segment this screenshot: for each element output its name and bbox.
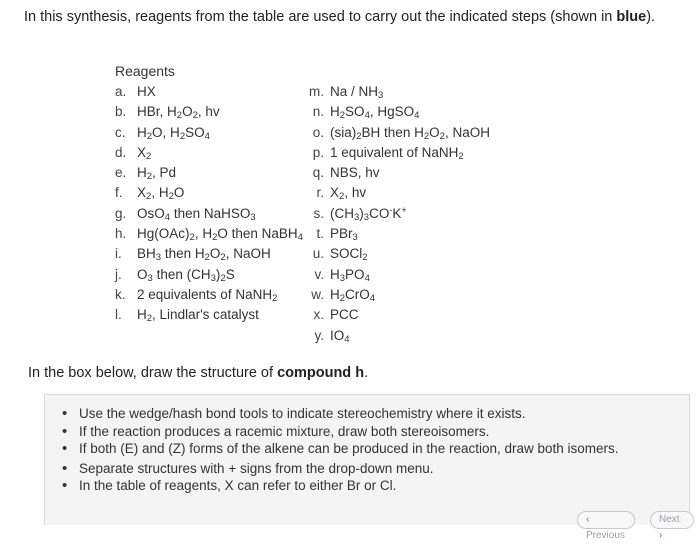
reagent-text: $H_2$, Lindlar's catalyst (137, 307, 259, 325)
reagent-left-11 (115, 305, 303, 325)
reagent-text: OsO$_4$ then NaHSO$_3$ (137, 205, 256, 223)
reagent-right-8 (300, 244, 490, 264)
instruction-item: • In the table of reagents, X can refer to either Br or Cl. (79, 477, 689, 495)
reagent-text: $Hg(OAc)_2$, $H_2O$ then NaBH$_4$ (137, 226, 303, 244)
reagent-right-12 (300, 326, 490, 346)
reagent-text: $H_2O$, $H_2SO_4$ (137, 124, 210, 142)
reagent-text: SOCl$_2$ (330, 246, 368, 264)
prompt-text (28, 365, 368, 381)
instruction-item: • If the reaction produces a racemic mixture, draw both stereoisomers. (79, 423, 689, 441)
reagent-right-3 (300, 143, 490, 163)
reagent-letter: y. (314, 327, 324, 343)
reagent-right-6 (300, 204, 490, 224)
instruction-item: • Use the wedge/hash bond tools to indicate stereochemistry where it exists. (79, 405, 689, 423)
intro-text (24, 8, 674, 27)
reagent-text: 1 equivalent of NaNH$_2$ (330, 144, 464, 162)
reagent-right-0 (300, 82, 490, 102)
reagent-text: NBS, hv (330, 165, 380, 181)
reagent-text: $X_2$ (137, 144, 152, 162)
reagent-text: $H_2CrO_4$ (330, 286, 376, 304)
reagent-left-4 (115, 163, 303, 183)
reagent-letter: r. (316, 185, 324, 201)
reagent-left-8 (115, 244, 303, 264)
reagent-right-9 (300, 265, 490, 285)
reagent-letter: k. (115, 286, 126, 302)
reagent-text: PBr$_3$ (330, 226, 358, 244)
reagent-letter: h. (115, 226, 127, 242)
reagent-left-6 (115, 204, 303, 224)
reagent-right-7 (300, 224, 490, 244)
reagent-letter: w. (311, 286, 324, 302)
reagent-letter: d. (115, 144, 127, 160)
reagent-letter: o. (312, 124, 324, 140)
reagent-letter: s. (313, 205, 324, 221)
reagent-text: $X_2$, $H_2O$ (137, 185, 185, 203)
reagent-text: $IO_4$ (330, 327, 350, 345)
instruction-item: • Separate structures with + signs from the drop-down menu. (79, 460, 689, 478)
reagent-text: $(CH_3)_3CO^-K^+$ (330, 204, 407, 223)
prompt-text-end: . (364, 365, 369, 381)
reagents-title: Reagents (115, 63, 175, 79)
reagent-left-0 (115, 82, 303, 102)
instruction-item: • If both (E) and (Z) forms of the alkene can be produced in the reaction, draw both isomers. (79, 440, 689, 458)
reagent-letter: e. (115, 165, 127, 181)
reagent-letter: m. (309, 84, 324, 99)
reagents-left-column (115, 82, 303, 326)
reagent-right-1 (300, 102, 490, 122)
reagent-letter: v. (314, 266, 324, 282)
reagent-left-10 (115, 285, 303, 305)
reagent-left-1 (115, 102, 303, 122)
reagent-letter: j. (115, 266, 122, 282)
reagent-text: $X_2$, hv (330, 185, 367, 203)
reagent-letter: n. (312, 104, 324, 120)
reagent-letter: a. (115, 84, 127, 99)
intro-text-end: ). (646, 9, 656, 25)
reagent-letter: l. (115, 307, 122, 323)
previous-button[interactable] (577, 511, 635, 541)
reagent-letter: q. (312, 165, 324, 181)
reagent-letter: x. (313, 307, 324, 323)
reagent-letter: b. (115, 104, 127, 120)
reagent-text: $BH_3$ then $H_2O_2$, NaOH (137, 246, 271, 264)
reagent-text: HBr, $H_2O_2$, hv (137, 104, 220, 122)
next-button[interactable] (650, 511, 694, 541)
prompt-compound: compound h (277, 365, 365, 381)
reagent-left-7 (115, 224, 303, 244)
reagent-text: PCC (330, 307, 359, 323)
reagent-right-11 (300, 305, 490, 325)
reagent-right-5 (300, 183, 490, 203)
previous-label: Previous (586, 530, 625, 541)
reagent-letter: f. (115, 185, 123, 201)
reagent-left-9 (115, 265, 303, 285)
chevron-left-icon: ‹ (586, 514, 590, 525)
chevron-right-icon: › (659, 530, 663, 541)
reagent-left-2 (115, 123, 303, 143)
next-label: Next (659, 514, 680, 525)
reagent-left-5 (115, 183, 303, 203)
prompt-text-start: In the box below, draw the structure of (28, 365, 278, 381)
reagent-letter: i. (115, 246, 122, 262)
reagent-text: $H_2$, Pd (137, 165, 177, 183)
reagent-letter: t. (316, 226, 324, 242)
reagent-letter: g. (115, 205, 127, 221)
reagent-text: $H_3PO_4$ (330, 266, 370, 284)
instructions-list (45, 395, 689, 495)
reagent-text: Na / $NH_3$ (330, 84, 384, 101)
reagent-letter: u. (312, 246, 324, 262)
reagent-text: 2 equivalents of NaNH$_2$ (137, 286, 278, 304)
intro-text-start: In this synthesis, reagents from the table are used to carry out the indicated steps (shown in (24, 9, 617, 25)
reagent-right-4 (300, 163, 490, 183)
reagent-text: $O_3$ then $(CH_3)_2S$ (137, 266, 235, 284)
reagent-letter: p. (312, 144, 324, 160)
instructions-box (44, 394, 690, 525)
reagent-right-2 (300, 123, 490, 143)
intro-bold-word: blue (616, 9, 647, 25)
reagent-text: $(sia)_2BH$ then $H_2O_2$, NaOH (330, 124, 490, 142)
reagents-right-column (300, 82, 490, 346)
reagent-text: HX (137, 84, 156, 99)
reagent-letter: c. (115, 124, 126, 140)
reagent-left-3 (115, 143, 303, 163)
reagent-right-10 (300, 285, 490, 305)
reagent-text: $H_2SO_4$, HgSO$_4$ (330, 104, 420, 122)
